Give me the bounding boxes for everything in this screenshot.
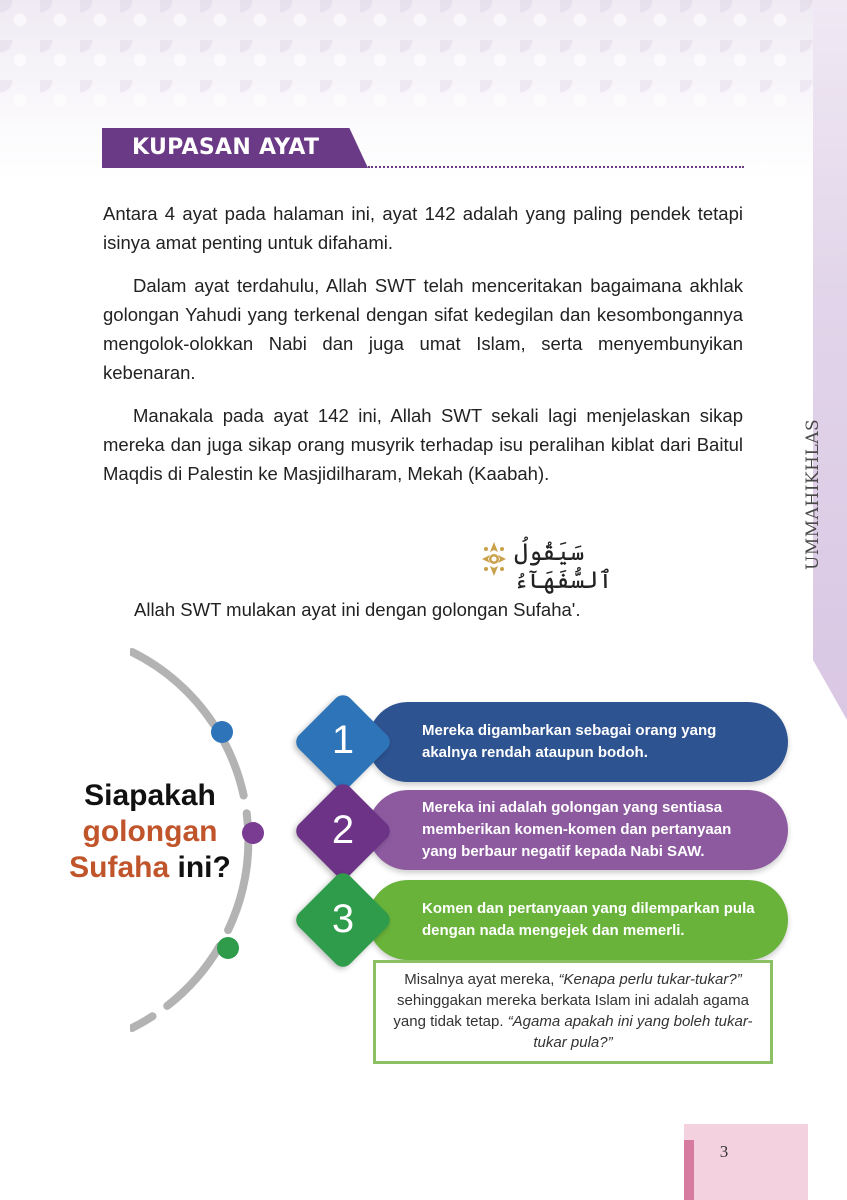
arabic-verse: سَيَقُولُ ٱلسُّفَهَآءُ [514,538,613,594]
page-number: 3 [719,1142,729,1161]
question-line-3 [60,850,240,886]
question-line-1: Siapakah [84,779,216,812]
paragraph-2: Dalam ayat terdahulu, Allah SWT telah menceritakan bagaimana akhlak golongan Yahudi yang terkenal dengan sifat kedegilan dan kesombongannya mengolok-olokkan Nabi dan juga umat Islam, serta menyembunyikan kebenaran. [103,275,743,383]
page-number-tab [684,1124,808,1200]
point-1-card [368,702,788,782]
point-3-number: 3 [331,897,355,941]
ornament-icon [480,540,508,578]
arc-dot-blue [211,721,233,743]
question-sufaha: Sufaha [69,851,170,884]
point-2-line-3: yang berbaur negatif kepada Nabi SAW. [422,843,705,860]
point-2-line-2: memberikan komen-komen dan pertanyaan [422,821,732,838]
point-1-line-2: akalnya rendah ataupun bodoh. [422,744,648,761]
paragraph-1: Antara 4 ayat pada halaman ini, ayat 142 adalah yang paling pendek tetapi isinya amat penting untuk difahami. [103,203,743,253]
point-2-line-1: Mereka ini adalah golongan yang sentiasa [422,799,723,816]
arc-dot-purple [242,822,264,844]
example-box [373,960,773,1064]
point-3-line-2: dengan nada mengejek dan memerli. [422,922,685,939]
point-1-number: 1 [331,718,355,762]
point-2-card [368,790,788,870]
side-label: UMMAHIKHLAS [803,418,823,570]
heading-dotted-rule [368,166,744,168]
example-quote-1: “Kenapa perlu tukar-tukar?” [558,971,742,988]
section-heading: KUPASAN AYAT [132,135,320,160]
intro-text: Allah SWT mulakan ayat ini dengan golongan Sufaha'. [134,599,581,620]
side-tab [813,0,847,720]
point-1-line-1: Mereka digambarkan sebagai orang yang [422,722,717,739]
point-3-card [368,880,788,960]
question-ini: ini? [169,851,231,884]
point-3-line-1: Komen dan pertanyaan yang dilemparkan pula [422,900,755,917]
question-title [60,778,240,886]
paragraph-3: Manakala pada ayat 142 ini, Allah SWT sekali lagi menjelaskan sikap mereka dan juga sikap orang musyrik terhadap isu peralihan kiblat dari Baitul Maqdis di Palestin ke Masjidilharam, Mekah (Kaabah). [103,405,743,484]
top-decorative-pattern [0,0,847,110]
question-line-2: golongan [82,815,218,848]
example-text-2: sehinggakan mereka berkata Islam ini adalah agama yang tidak tetap. [393,992,749,1030]
example-text-1: Misalnya ayat mereka, [404,971,559,988]
point-2-number: 2 [331,808,355,852]
arc-dot-green [217,937,239,959]
example-quote-2: “Agama apakah ini yang boleh tukar-tukar pula?” [507,1013,753,1051]
